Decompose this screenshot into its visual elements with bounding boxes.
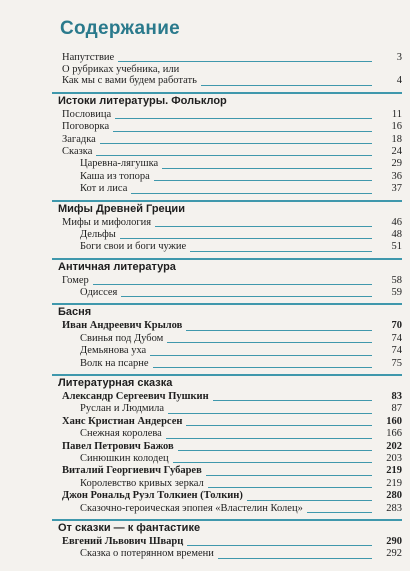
entry-page: 160 [386, 415, 402, 427]
entry-label: Кот и лиса [80, 183, 128, 195]
toc-entry[interactable] [52, 428, 402, 440]
leader-line [93, 284, 372, 285]
leader-line [218, 558, 372, 559]
toc-entry[interactable] [52, 158, 402, 170]
toc-entry[interactable] [52, 183, 402, 195]
entry-label: Александр Сергеевич Пушкин [62, 391, 209, 403]
entry-page: 18 [391, 133, 402, 145]
leader-line [186, 330, 372, 331]
leader-line [187, 545, 372, 546]
entry-label: Мифы и мифология [62, 216, 152, 228]
toc-entry[interactable] [52, 503, 402, 515]
entry-label: Королевство кривых зеркал [80, 477, 204, 489]
toc-entry[interactable] [52, 109, 402, 121]
toc-entry[interactable] [52, 345, 402, 357]
entry-page: 16 [391, 121, 402, 133]
entry-label: О рубриках учебника, или [62, 64, 180, 76]
page-title: Содержание [60, 18, 181, 39]
toc-author-entry[interactable] [52, 391, 402, 403]
entry-page: 219 [386, 477, 402, 489]
leader-line [113, 131, 372, 132]
toc-entry[interactable] [52, 403, 402, 415]
toc-entry[interactable] [52, 275, 402, 287]
leader-line [178, 450, 372, 451]
entry-label: Гомер [62, 274, 89, 286]
entry-label: Снежная королева [80, 428, 162, 440]
entry-label: Ханс Кристиан Андерсен [62, 415, 183, 427]
entry-label: Волк на псарне [80, 357, 149, 369]
entry-page: 70 [391, 320, 402, 332]
leader-line [167, 342, 372, 343]
leader-line [96, 155, 372, 156]
entry-label: Синюшкин колодец [80, 452, 169, 464]
toc-entry-line1[interactable] [52, 64, 402, 75]
entry-page: 48 [391, 228, 402, 240]
toc-entry[interactable] [52, 171, 402, 183]
toc-entry[interactable] [52, 134, 402, 146]
leader-line [162, 168, 372, 169]
entry-label: Царевна-лягушка [80, 158, 159, 170]
toc-entry[interactable] [52, 478, 402, 490]
leader-line [153, 367, 372, 368]
leader-line [131, 193, 372, 194]
entry-label: Напутствие [62, 51, 115, 63]
leader-line [206, 475, 372, 476]
leader-line [155, 226, 372, 227]
toc-entry[interactable] [52, 146, 402, 158]
sections-container [52, 92, 402, 561]
entry-page: 292 [386, 548, 402, 560]
entry-label: Одиссея [80, 287, 118, 299]
entry-label: Сказка [62, 145, 93, 157]
entry-page: 219 [386, 465, 402, 477]
toc-entry[interactable] [52, 229, 402, 241]
leader-line [173, 462, 372, 463]
leader-line [154, 180, 372, 181]
leader-line [186, 425, 372, 426]
leader-line [120, 238, 372, 239]
entry-page: 51 [391, 241, 402, 253]
entry-label: Павел Петрович Бажов [62, 440, 174, 452]
entry-page: 4 [396, 75, 402, 87]
entry-label: Демьянова уха [80, 345, 147, 357]
toc-author-entry[interactable] [52, 465, 402, 477]
entry-label: Виталий Георгиевич Губарев [62, 465, 202, 477]
entry-label: Сказочно-героическая эпопея «Властелин Колец» [80, 502, 303, 514]
leader-line [213, 400, 372, 401]
entry-page: 290 [386, 535, 402, 547]
intro-block [52, 52, 402, 88]
section-heading[interactable]: Истоки литературы. Фольклор [52, 92, 402, 109]
entry-page: 203 [386, 452, 402, 464]
toc-entry[interactable] [52, 358, 402, 370]
toc-author-entry[interactable] [52, 441, 402, 453]
entry-page: 59 [391, 287, 402, 299]
entry-label: Сказка о потерянном времени [80, 548, 214, 560]
entry-page: 75 [391, 357, 402, 369]
toc-entry[interactable] [52, 75, 402, 87]
toc-entry[interactable] [52, 121, 402, 133]
toc-entry[interactable] [52, 333, 402, 345]
toc-author-entry[interactable] [52, 490, 402, 502]
entry-page: 11 [391, 108, 402, 120]
entry-page: 74 [391, 345, 402, 357]
leader-line [208, 487, 372, 488]
leader-line [307, 512, 372, 513]
entry-page: 3 [396, 51, 402, 63]
leader-line [118, 61, 372, 62]
entry-label: Евгений Львович Шварц [62, 535, 184, 547]
toc-entry[interactable] [52, 453, 402, 465]
toc-author-entry[interactable] [52, 416, 402, 428]
entry-page: 280 [386, 490, 402, 502]
section-heading[interactable]: Античная литература [52, 258, 402, 275]
leader-line [100, 143, 372, 144]
entry-label: Загадка [62, 133, 96, 145]
entry-page: 87 [391, 403, 402, 415]
entry-label: Как мы с вами будем работать [62, 75, 197, 87]
entry-label: Боги свои и боги чужие [80, 241, 187, 253]
leader-line [115, 118, 372, 119]
leader-line [168, 413, 372, 414]
table-of-contents [52, 52, 402, 561]
leader-line [121, 296, 372, 297]
section-heading[interactable]: Мифы Древней Греции [52, 200, 402, 217]
toc-author-entry[interactable] [52, 320, 402, 332]
section-heading[interactable]: От сказки — к фантастике [52, 519, 402, 536]
entry-page: 24 [391, 145, 402, 157]
toc-author-entry[interactable] [52, 536, 402, 548]
entry-page: 283 [386, 502, 402, 514]
entry-label: Руслан и Людмила [80, 403, 165, 415]
leader-line [190, 251, 372, 252]
toc-entry[interactable] [52, 52, 402, 64]
entry-label: Свинья под Дубом [80, 332, 164, 344]
entry-label: Дельфы [80, 228, 116, 240]
entry-page: 36 [391, 170, 402, 182]
toc-entry[interactable] [52, 241, 402, 253]
leader-line [247, 500, 372, 501]
leader-line [150, 355, 372, 356]
toc-entry[interactable] [52, 217, 402, 229]
entry-label: Пословица [62, 108, 112, 120]
section-heading[interactable]: Басня [52, 303, 402, 320]
entry-page: 74 [391, 332, 402, 344]
leader-line [166, 438, 372, 439]
entry-page: 37 [391, 183, 402, 195]
toc-entry[interactable] [52, 548, 402, 560]
entry-page: 46 [391, 216, 402, 228]
section-heading[interactable]: Литературная сказка [52, 374, 402, 391]
entry-page: 29 [391, 158, 402, 170]
entry-label: Поговорка [62, 121, 110, 133]
toc-entry[interactable] [52, 287, 402, 299]
entry-page: 83 [391, 391, 402, 403]
entry-label: Каша из топора [80, 170, 150, 182]
entry-page: 166 [386, 428, 402, 440]
entry-page: 58 [391, 274, 402, 286]
leader-line [201, 85, 372, 86]
entry-page: 202 [386, 440, 402, 452]
entry-label: Джон Рональд Руэл Толкиен (Толкин) [62, 490, 243, 502]
entry-label: Иван Андреевич Крылов [62, 320, 183, 332]
